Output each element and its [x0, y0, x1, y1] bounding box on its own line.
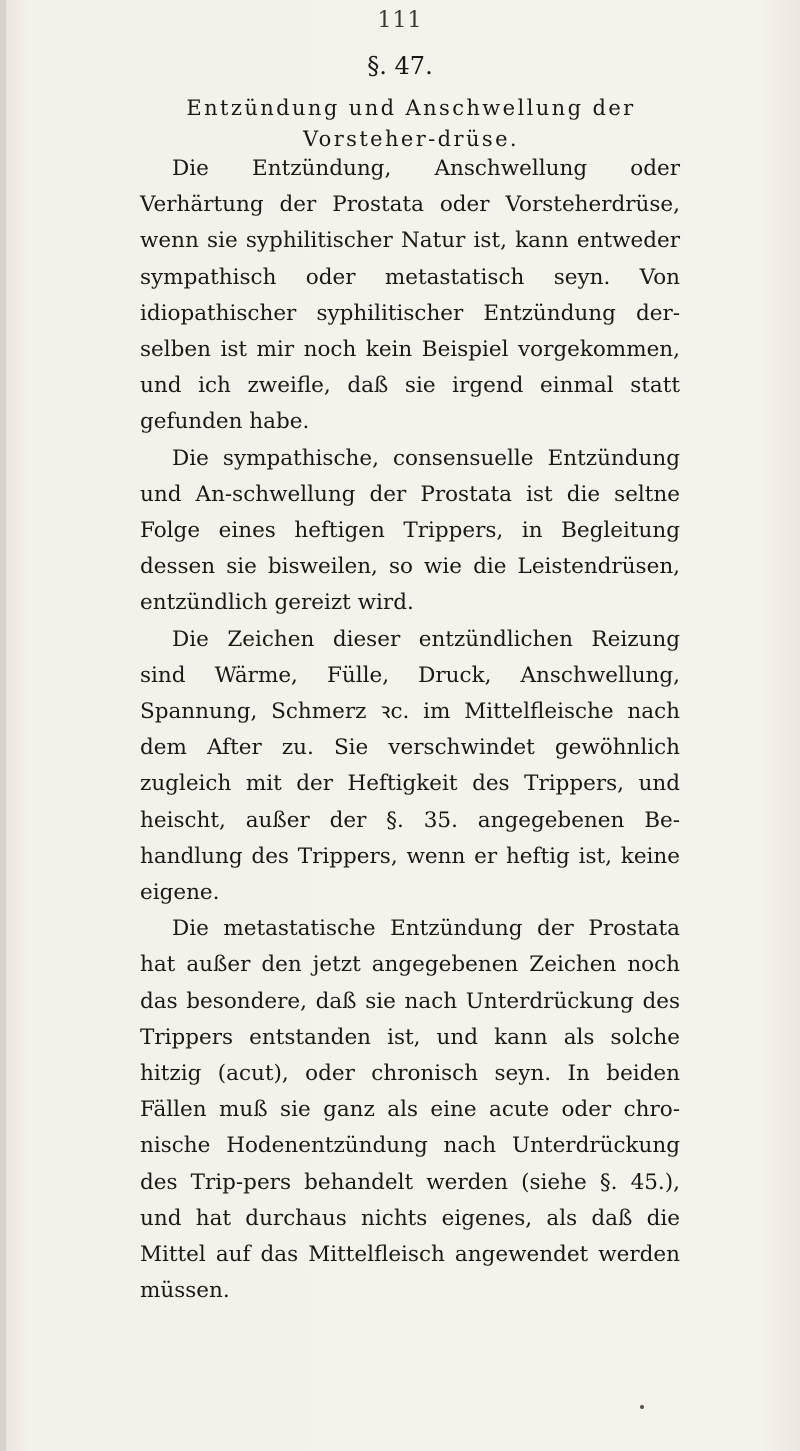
ink-dot [640, 1405, 644, 1409]
body-text [140, 151, 680, 1310]
paragraph-2: Die sympathische, consensuelle Entzündung und An-schwellung der Prostata ist die seltne Folge eines heftigen Trippers, in Begleitung dessen sie bisweilen, so wie die Leistendrüsen, entzündlich gereizt wird. [140, 445, 680, 616]
paragraph-1: Die Entzündung, Anschwellung oder Verhärtung der Prostata oder Vorsteherdrüse, wenn sie syphilitischer Natur ist, kann entweder sympathisch oder metastatisch seyn. Von idiopathischer syphilitischer Entzündung der-selben ist mir noch kein Beispiel vorgekommen, und ich zweifle, daß sie irgend einmal statt gefunden habe. [140, 156, 680, 435]
page-number: 111 [377, 8, 423, 33]
section-heading: Entzündung und Anschwellung der Vorsteher-drüse. [186, 96, 636, 151]
paragraph-3: Die Zeichen dieser entzündlichen Reizung sind Wärme, Fülle, Druck, Anschwellung, Spannung, Schmerz ꝛc. im Mittelfleische nach dem After zu. Sie verschwindet gewöhnlich zugleich mit der Heftigkeit des Trippers, und heischt, außer der §. 35. angegebenen Be-handlung des Trippers, wenn er heftig ist, keine eigene. [140, 626, 680, 906]
paragraph-4: Die metastatische Entzündung der Prostata hat außer den jetzt angegebenen Zeichen noch das besondere, daß sie nach Unterdrückung des Trippers entstanden ist, und kann als solche hitzig (acut), oder chronisch seyn. In beiden Fällen muß sie ganz als eine acute oder chro-nische Hodenentzündung nach Unterdrückung des Trip-pers behandelt werden (siehe §. 45.), und hat durchaus nichts eigenes, als daß die Mittel auf das Mittelfleisch angewendet werden müssen. [140, 916, 680, 1304]
section-number: §. 47. [367, 52, 433, 80]
page-gutter [0, 0, 6, 1451]
